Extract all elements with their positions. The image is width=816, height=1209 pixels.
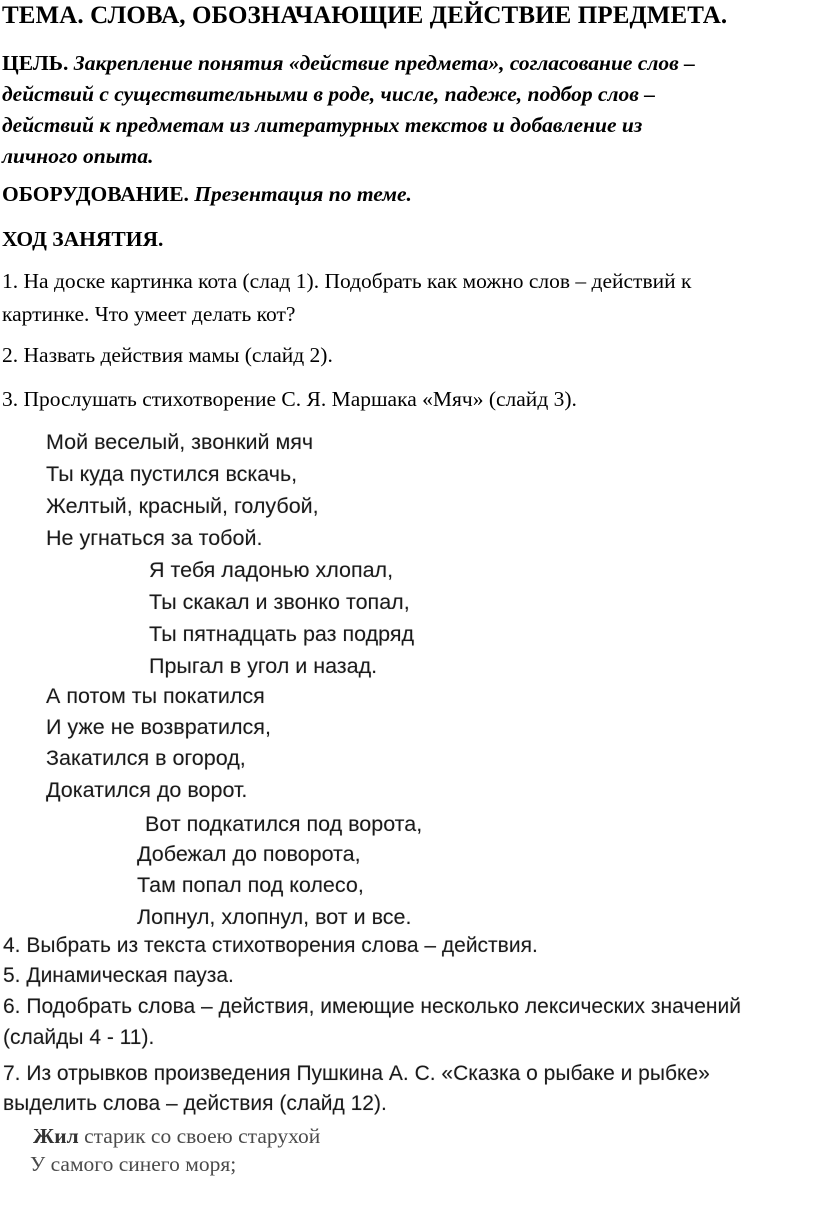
step-1-line-2: картинке. Что умеет делать кот? [2,302,296,326]
poem-line: Я тебя ладонью хлопал, [149,558,394,582]
goal-text-line-1: Закрепление понятия «действие предмета», согласование слов – [73,51,695,75]
tale-line-rest: старик со своею старухой [78,1124,321,1148]
equipment-section [2,182,412,207]
poem-line: Мой веселый, звонкий мяч [46,430,314,454]
equipment-label: ОБОРУДОВАНИЕ. [2,182,189,206]
poem-line: Вот подкатился под ворота, [145,812,423,836]
equipment-text: Презентация по теме. [194,182,412,206]
poem-line: Там попал под колесо, [137,873,364,897]
goal-text-line-2: действий с существительными в роде, числе, падеже, подбор слов – [2,82,655,106]
page-title: ТЕМА. СЛОВА, ОБОЗНАЧАЮЩИЕ ДЕЙСТВИЕ ПРЕДМЕТА. [2,2,728,29]
highlighted-verb: Жил [33,1124,79,1148]
poem-line: Не угнаться за тобой. [46,526,263,550]
step-7-line-1: 7. Из отрывков произведения Пушкина А. С. «Сказка о рыбаке и рыбке» [3,1062,710,1085]
poem-line: Закатился в огород, [46,746,246,770]
step-2: 2. Назвать действия мамы (слайд 2). [2,343,333,367]
step-6-line-1: 6. Подобрать слова – действия, имеющие несколько лексических значений [3,995,741,1018]
poem-line: Ты пятнадцать раз подряд [149,622,415,646]
poem-line: Добежал до поворота, [137,842,361,866]
step-7-line-2: выделить слова – действия (слайд 12). [3,1092,387,1115]
goal-label: ЦЕЛЬ. [2,51,69,75]
poem-line: Прыгал в угол и назад. [149,654,378,678]
step-4: 4. Выбрать из текста стихотворения слова – действия. [3,934,538,957]
poem-line: Желтый, красный, голубой, [46,494,319,518]
step-1-line-1: 1. На доске картинка кота (слад 1). Подобрать как можно слов – действий к [2,269,692,293]
step-3: 3. Прослушать стихотворение С. Я. Маршака «Мяч» (слайд 3). [2,387,577,411]
poem-line: Лопнул, хлопнул, вот и все. [137,905,412,929]
step-6-line-2: (слайды 4 - 11). [3,1026,155,1049]
tale-excerpt-line-1 [33,1124,320,1149]
goal-text-line-3: действий к предметам из литературных текстов и добавление из [2,113,643,137]
poem-line: Ты скакал и звонко топал, [149,590,410,614]
tale-excerpt-line-2: У самого синего моря; [30,1152,237,1176]
poem-line: Ты куда пустился вскачь, [46,462,298,486]
poem-line: А потом ты покатился [46,684,265,708]
course-heading: ХОД ЗАНЯТИЯ. [2,227,164,251]
poem-line: И уже не возвратился, [46,715,271,739]
step-5: 5. Динамическая пауза. [3,964,234,987]
poem-line: Докатился до ворот. [46,778,248,802]
goal-text-line-4: личного опыта. [2,144,154,168]
goal-section [2,48,802,172]
